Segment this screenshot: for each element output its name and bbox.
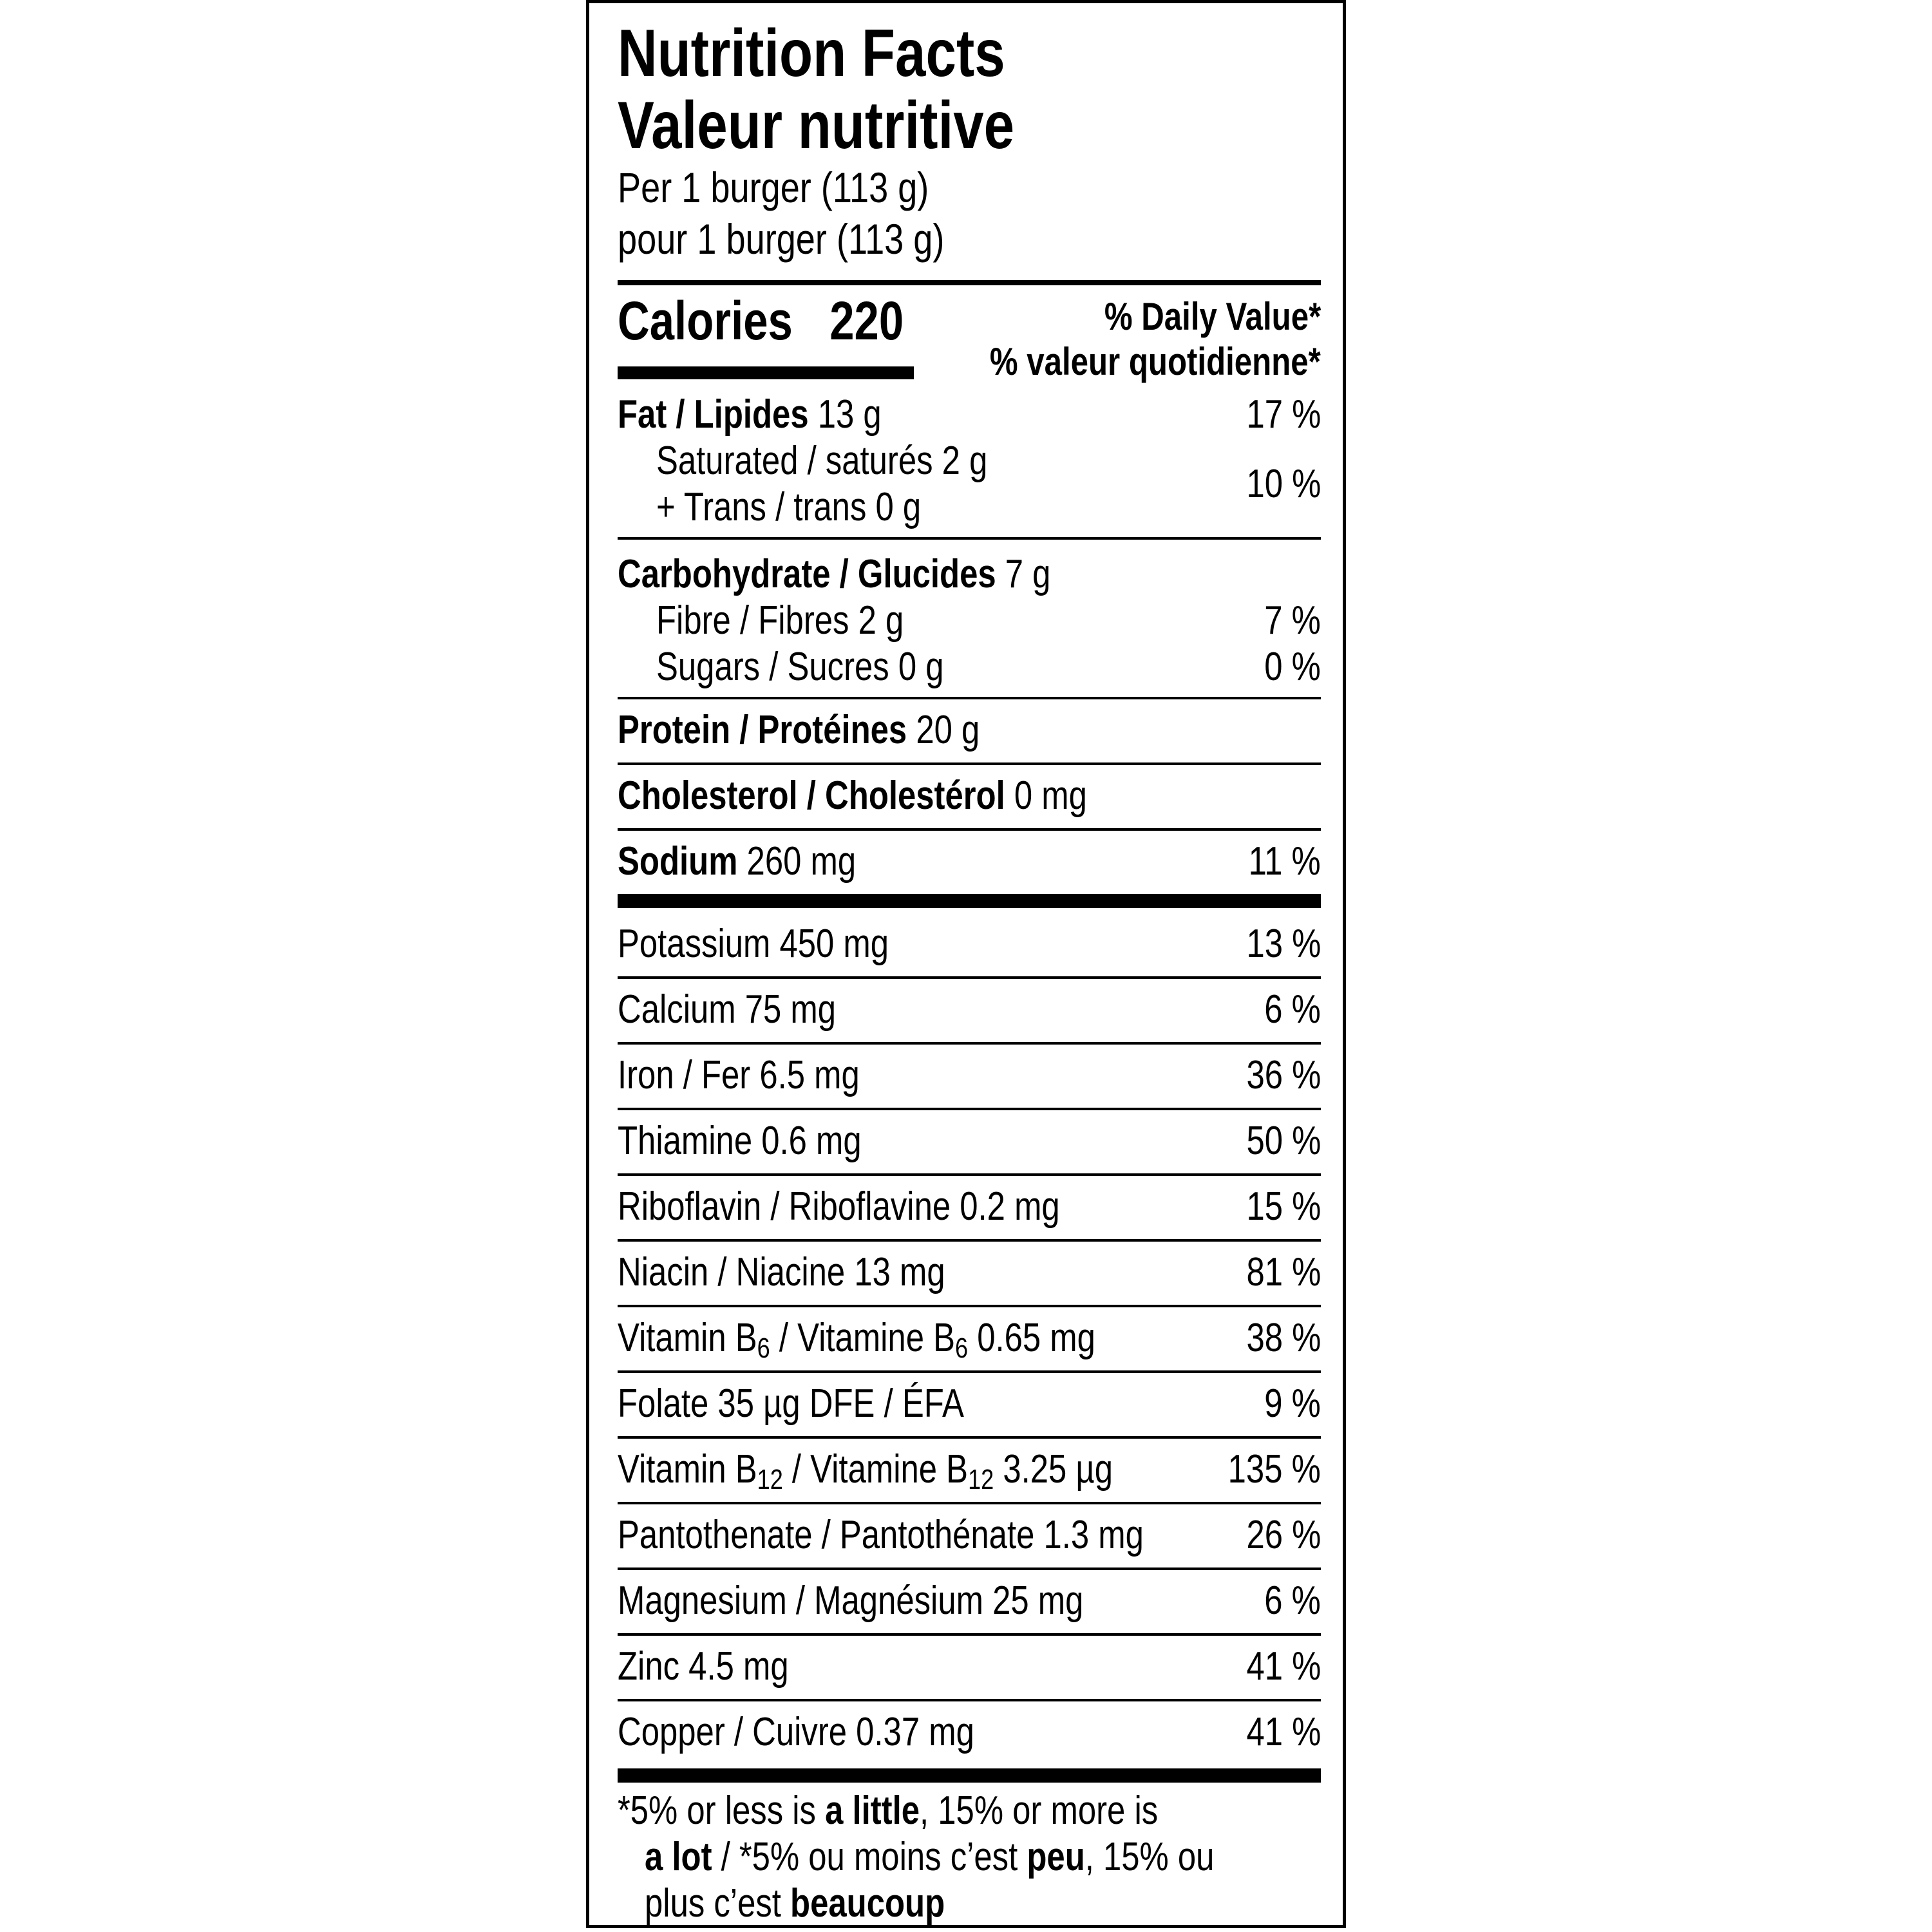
footnote	[618, 1783, 1321, 1927]
carbohydrate-group	[618, 540, 1321, 697]
potassium-row: Potassium 450 mg 13 %	[618, 922, 1321, 966]
calories-line: Calories 220	[618, 290, 904, 351]
fat-row: Fat / Lipides 13 g 17 %	[618, 392, 1321, 437]
sodium-row: Sodium 260 mg 11 %	[618, 839, 1321, 884]
footnote-line-1: *5% or less is a little, 15% or more is	[618, 1788, 1159, 1833]
magnesium-row: Magnesium / Magnésium 25 mg 6 %	[618, 1578, 1321, 1623]
trans-fat-row: + Trans / trans 0 g	[656, 485, 922, 529]
thick-divider	[618, 1768, 1321, 1783]
cholesterol-row: Cholesterol / Cholestérol 0 mg	[618, 773, 1087, 818]
iron-row: Iron / Fer 6.5 mg 36 %	[618, 1053, 1321, 1097]
serving-size-english: Per 1 burger (113 g)	[618, 164, 929, 211]
calories-block	[618, 285, 1321, 392]
sugars-row: Sugars / Sucres 0 g 0 %	[656, 645, 1321, 689]
saturated-fat-row: Saturated / saturés 2 g 10 %	[656, 439, 1321, 506]
niacin-row: Niacin / Niacine 13 mg 81 %	[618, 1250, 1321, 1294]
footnote-line-3: plus c’est beaucoup	[645, 1881, 945, 1926]
carbohydrate-row: Carbohydrate / Glucides 7 g	[618, 552, 1051, 596]
thiamine-row: Thiamine 0.6 mg 50 %	[618, 1119, 1321, 1163]
riboflavin-row: Riboflavin / Riboflavine 0.2 mg 15 %	[618, 1184, 1321, 1229]
zinc-row: Zinc 4.5 mg 41 %	[618, 1644, 1321, 1689]
title-english: Nutrition Facts	[618, 16, 1005, 91]
nutrition-facts-panel	[586, 0, 1346, 1928]
vitamin-b12-row: Vitamin $B_{12}$ / Vitamine $B_{12}$ 3.25 µg 135 %	[618, 1447, 1321, 1495]
thick-divider	[618, 894, 1321, 908]
calcium-row: Calcium 75 mg 6 %	[618, 987, 1321, 1032]
daily-value-heading: % Daily Value* % valeur quotidienne*	[990, 295, 1321, 383]
protein-row: Protein / Protéines 20 g	[618, 708, 980, 752]
nutrition-facts-content	[618, 17, 1321, 1927]
folate-row: Folate 35 µg DFE / ÉFA 9 %	[618, 1381, 1321, 1426]
pantothenate-row: Pantothenate / Pantothénate 1.3 mg 26 %	[618, 1513, 1321, 1557]
divider	[618, 280, 1321, 285]
footnote-line-2: a lot / *5% ou moins c’est peu, 15% ou	[645, 1835, 1215, 1879]
serving-size-french: pour 1 burger (113 g)	[618, 215, 945, 263]
title-french: Valeur nutritive	[618, 88, 1015, 163]
fat-group	[618, 392, 1321, 537]
fibre-row: Fibre / Fibres 2 g 7 %	[656, 598, 1321, 643]
vitamin-b6-row: Vitamin $B_6$ / Vitamine $B_6$ 0.65 mg 38 %	[618, 1316, 1321, 1364]
calories-underline	[618, 366, 914, 379]
copper-row: Copper / Cuivre 0.37 mg 41 %	[618, 1710, 1321, 1754]
